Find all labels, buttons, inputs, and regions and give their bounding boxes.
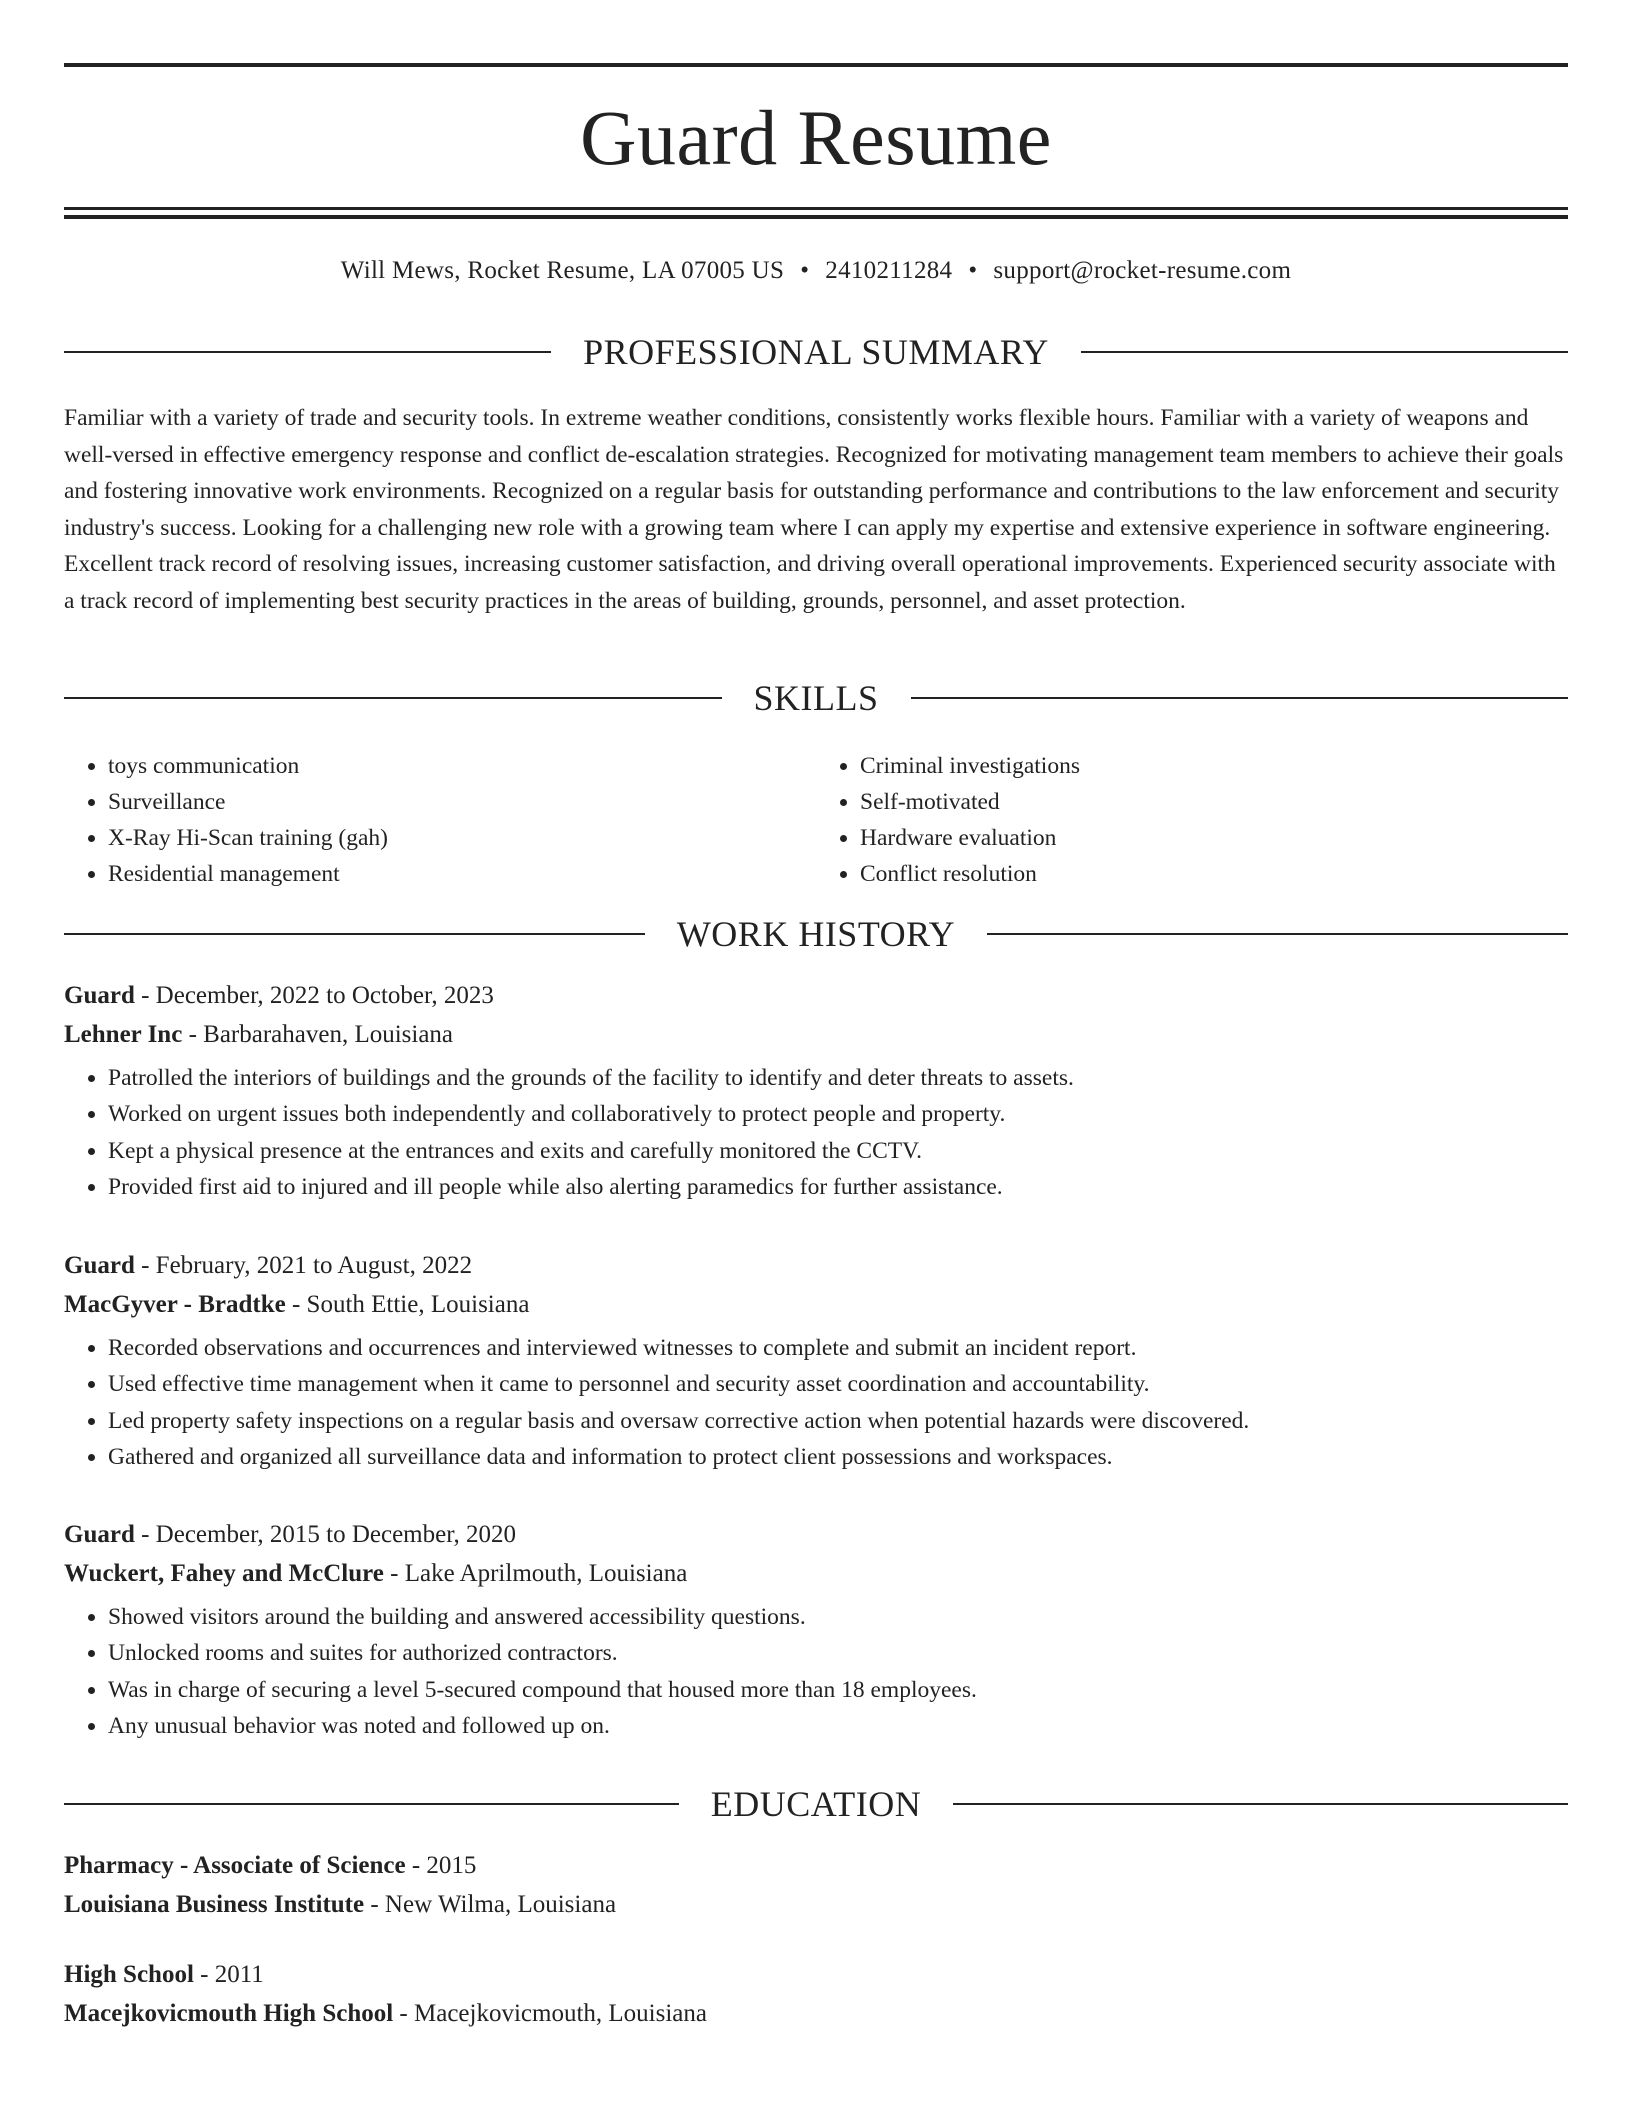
summary-heading <box>64 330 1568 374</box>
job-bullet: • Unlocked rooms and suites for authorized contractors. <box>108 1635 1568 1671</box>
skills-heading-text: SKILLS <box>753 678 879 718</box>
job-bullet: • Used effective time management when it came to personnel and security asset coordination and accountability. <box>108 1366 1568 1402</box>
job-dates: - December, 2015 to December, 2020 <box>141 1521 517 1548</box>
contact-phone: 2410211284 <box>825 257 953 284</box>
top-rule <box>64 63 1568 67</box>
heading-rule <box>1081 351 1568 353</box>
job-title-line <box>64 1515 1568 1554</box>
job-title: Guard <box>64 1521 135 1548</box>
job-company: Lehner Inc <box>64 1021 183 1048</box>
skill-item: • Self-motivated <box>860 784 1568 820</box>
job-dates: - February, 2021 to August, 2022 <box>141 1252 473 1279</box>
job-company-line <box>64 1015 1568 1054</box>
job-bullet: • Worked on urgent issues both independently and collaboratively to protect people and property. <box>108 1096 1568 1132</box>
heading-rule <box>64 351 551 353</box>
job-bullets <box>64 1599 1568 1744</box>
education-year: - 2011 <box>200 1961 264 1988</box>
job-company-line <box>64 1554 1568 1593</box>
contact-separator: • <box>800 257 810 284</box>
education-school-line <box>64 1994 1568 2033</box>
job-title: Guard <box>64 982 135 1009</box>
job-entry <box>64 1246 1568 1475</box>
education-degree-line <box>64 1846 1568 1885</box>
skill-item: • Conflict resolution <box>860 856 1568 892</box>
work-heading-text: WORK HISTORY <box>676 914 956 954</box>
heading-rule <box>953 1803 1568 1805</box>
job-dates: - December, 2022 to October, 2023 <box>141 982 494 1009</box>
skill-item: • toys communication <box>108 748 816 784</box>
job-title-line <box>64 1246 1568 1285</box>
heading-rule <box>64 697 722 699</box>
education-entry <box>64 1955 1568 2033</box>
job-bullets <box>64 1060 1568 1205</box>
education-degree: High School <box>64 1961 194 1988</box>
contact-address: Will Mews, Rocket Resume, LA 07005 US <box>340 257 785 284</box>
education-degree-line <box>64 1955 1568 1994</box>
skills-list <box>64 748 1568 892</box>
job-title: Guard <box>64 1252 135 1279</box>
heading-rule <box>987 933 1568 935</box>
job-bullet: • Patrolled the interiors of buildings and the grounds of the facility to identify and deter threats to assets. <box>108 1060 1568 1096</box>
heading-rule <box>911 697 1569 699</box>
job-entry <box>64 1515 1568 1744</box>
heading-rule <box>64 1803 679 1805</box>
education-entry <box>64 1846 1568 1924</box>
education-school: Macejkovicmouth High School <box>64 2000 394 2027</box>
education-heading-text: EDUCATION <box>710 1784 922 1824</box>
skill-item: • Residential management <box>108 856 816 892</box>
job-bullet: • Gathered and organized all surveillance data and information to protect client possessions and workspaces. <box>108 1439 1568 1475</box>
job-bullet: • Provided first aid to injured and ill people while also alerting paramedics for further assistance. <box>108 1169 1568 1205</box>
title-double-rule <box>64 207 1568 219</box>
job-company: Wuckert, Fahey and McClure <box>64 1560 384 1587</box>
job-company: MacGyver - Bradtke <box>64 1291 286 1318</box>
resume-title: Guard Resume <box>580 94 1052 181</box>
job-location: - South Ettie, Louisiana <box>291 1291 530 1318</box>
job-bullet: • Led property safety inspections on a regular basis and oversaw corrective action when potential hazards were discovered. <box>108 1403 1568 1439</box>
education-school-line <box>64 1885 1568 1924</box>
summary-text: Familiar with a variety of trade and security tools. In extreme weather conditions, consistently works flexible hours. Familiar with a variety of weapons and well-versed in effective emergency response and conflict de-escalation strategies. Recognized for motivating management team members to achieve their goals and fostering innovative work environments. Recognized on a regular basis for outstanding performance and contributions to the law enforcement and security industry's success. Looking for a challenging new role with a growing team where I can apply my expertise and extensive experience in software engineering. Excellent track record of resolving issues, increasing customer satisfaction, and driving overall operational improvements. Experienced security associate with a track record of implementing best security practices in the areas of building, grounds, personnel, and asset protection. <box>64 405 1564 614</box>
skill-item: • Surveillance <box>108 784 816 820</box>
skills-column-right <box>816 748 1568 892</box>
education-location: - New Wilma, Louisiana <box>370 1891 617 1918</box>
skill-item: • Criminal investigations <box>860 748 1568 784</box>
job-entry <box>64 976 1568 1205</box>
heading-rule <box>64 933 645 935</box>
skills-column-left <box>64 748 816 892</box>
skills-heading <box>64 676 1568 720</box>
education-year: - 2015 <box>411 1852 477 1879</box>
job-location: - Lake Aprilmouth, Louisiana <box>390 1560 688 1587</box>
job-bullet: • Any unusual behavior was noted and followed up on. <box>108 1708 1568 1744</box>
skill-item: • X-Ray Hi-Scan training (gah) <box>108 820 816 856</box>
education-heading <box>64 1782 1568 1826</box>
education-location: - Macejkovicmouth, Louisiana <box>399 2000 707 2027</box>
contact-separator: • <box>968 257 978 284</box>
contact-line <box>64 253 1568 289</box>
skill-item: • Hardware evaluation <box>860 820 1568 856</box>
job-title-line <box>64 976 1568 1015</box>
job-bullet: • Recorded observations and occurrences and interviewed witnesses to complete and submit an incident report. <box>108 1330 1568 1366</box>
job-bullet: • Kept a physical presence at the entrances and exits and carefully monitored the CCTV. <box>108 1133 1568 1169</box>
work-heading <box>64 912 1568 956</box>
job-bullet: • Showed visitors around the building and answered accessibility questions. <box>108 1599 1568 1635</box>
summary-heading-text: PROFESSIONAL SUMMARY <box>583 332 1049 372</box>
job-bullet: • Was in charge of securing a level 5-secured compound that housed more than 18 employees. <box>108 1672 1568 1708</box>
education-school: Louisiana Business Institute <box>64 1891 365 1918</box>
job-bullets <box>64 1330 1568 1475</box>
job-company-line <box>64 1285 1568 1324</box>
education-degree: Pharmacy - Associate of Science <box>64 1852 406 1879</box>
contact-email: support@rocket-resume.com <box>993 257 1292 284</box>
job-location: - Barbarahaven, Louisiana <box>188 1021 454 1048</box>
